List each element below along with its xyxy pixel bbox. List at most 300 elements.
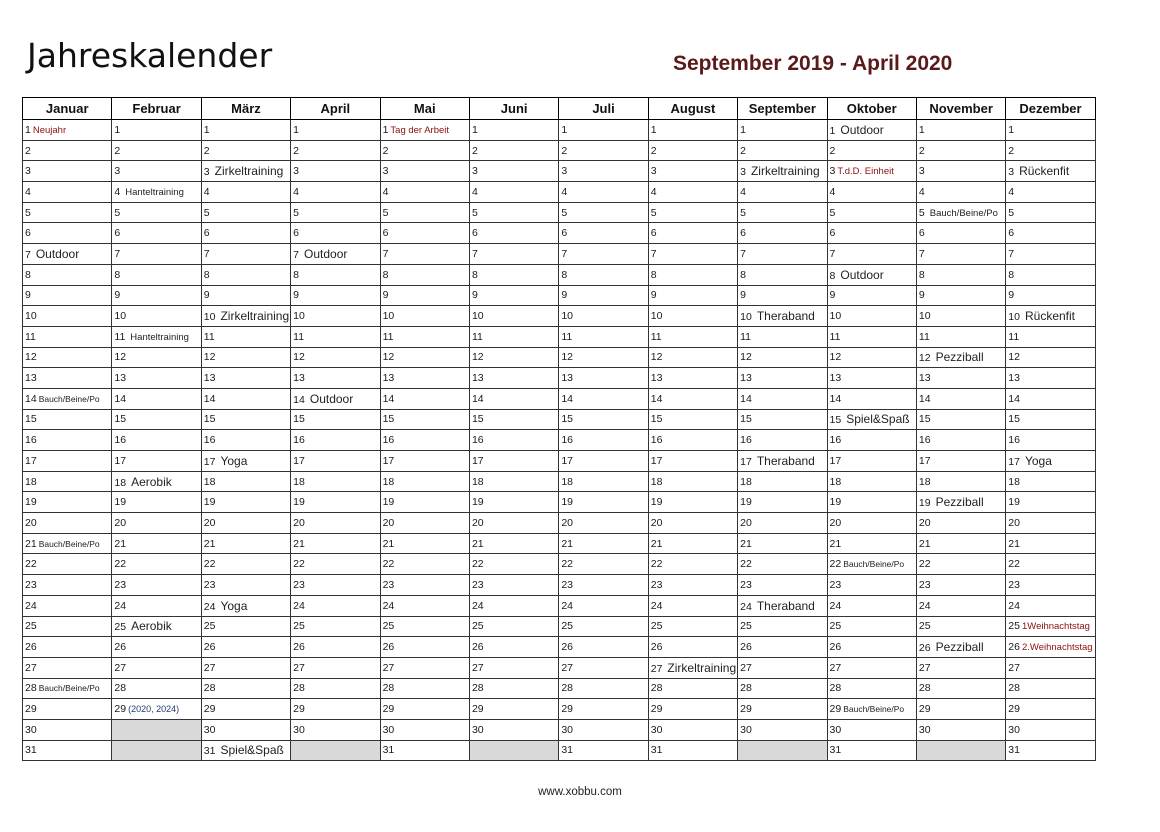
day-number: 29 [293,703,305,716]
day-number: 8 [114,268,121,281]
day-number: 9 [918,289,925,302]
day-number: 2 [293,144,300,157]
day-cell [648,678,737,699]
day-number: 18 [114,476,127,489]
day-number: 15 [471,413,484,426]
day-cell [23,616,112,637]
day-cell [738,575,827,596]
day-number: 17 [25,454,37,467]
day-cell [827,264,916,285]
day-number: 2 [918,144,925,157]
day-cell [916,451,1005,472]
event-label: Outdoor [840,267,884,282]
day-number: 7 [918,247,925,260]
day-cell [23,306,112,327]
day-cell [112,657,201,678]
day-cell [469,388,558,409]
day-number: 27 [740,661,752,674]
day-number: 14 [293,393,305,406]
day-number: 25 [382,620,395,633]
day-cell [380,637,469,658]
day-number: 14 [740,392,752,405]
day-number: 8 [471,268,478,281]
day-number: 6 [114,227,121,240]
footer-website: www.xobbu.com [538,786,622,798]
day-cell [648,244,737,265]
day-cell [827,306,916,327]
event-label: Outdoor [35,246,80,261]
day-number: 29 [829,703,842,716]
day-number: 14 [829,392,842,405]
day-number: 19 [1008,496,1020,509]
event-label: Zirkeltraining [214,164,284,179]
event-label: Theraband [756,453,815,468]
day-number: 27 [471,661,484,674]
day-cell [469,430,558,451]
day-cell [827,513,916,534]
day-number: 3 [918,165,925,178]
event-label: Pezziball [935,350,984,365]
day-cell [738,451,827,472]
day-cell [827,492,916,513]
event-label: Bauch/Beine/Po [38,538,100,549]
day-number: 19 [471,496,484,509]
day-cell [738,430,827,451]
day-cell [291,657,380,678]
day-cell [559,471,648,492]
day-number: 15 [740,413,752,426]
day-number: 26 [114,641,127,654]
day-cell [559,368,648,389]
day-number: 11 [829,330,841,343]
day-cell [559,430,648,451]
day-number: 14 [918,392,931,405]
day-number: 10 [650,310,663,323]
day-number: 29 [1008,703,1020,716]
day-cell [380,140,469,161]
day-cell [738,368,827,389]
day-number: 28 [650,682,663,695]
day-cell [648,388,737,409]
day-cell [1006,430,1095,451]
day-cell [827,368,916,389]
day-number: 4 [203,185,210,198]
day-cell [201,595,290,616]
event-label: Outdoor [309,391,354,406]
day-number: 8 [561,268,568,281]
day-number: 3 [293,165,300,178]
day-cell [827,616,916,637]
event-label: Pezziball [935,640,984,655]
day-cell [23,140,112,161]
day-number: 24 [829,599,842,612]
day-row [23,699,1096,720]
day-cell [559,202,648,223]
day-cell [112,575,201,596]
day-cell [827,161,916,182]
day-number: 24 [114,599,127,612]
day-cell [291,699,380,720]
holiday-label: Neujahr [32,124,67,136]
day-number: 12 [114,351,127,364]
day-cell [1006,637,1095,658]
day-number: 19 [293,496,305,509]
day-cell [291,368,380,389]
day-number: 17 [471,454,484,467]
day-cell [380,182,469,203]
day-cell [469,575,558,596]
day-number: 23 [114,578,127,591]
day-cell [380,740,469,761]
day-cell [380,306,469,327]
day-cell [648,740,737,761]
day-cell [916,120,1005,141]
day-number: 22 [561,558,574,571]
day-cell [916,223,1005,244]
day-number: 23 [561,578,574,591]
day-cell [916,306,1005,327]
day-cell [648,326,737,347]
day-cell [380,513,469,534]
day-cell [469,326,558,347]
day-number: 26 [471,641,484,654]
day-number: 3 [1008,166,1015,179]
day-number: 5 [382,206,389,219]
day-number: 22 [650,558,663,571]
day-cell [112,140,201,161]
day-number: 23 [918,578,931,591]
day-number: 13 [561,372,574,385]
day-number: 31 [1008,744,1020,757]
day-cell [380,699,469,720]
day-number: 22 [918,558,931,571]
day-number: 5 [114,206,121,219]
day-number: 31 [829,744,842,757]
day-number: 5 [829,206,836,219]
day-cell [916,285,1005,306]
day-cell [23,657,112,678]
day-number: 8 [740,268,746,281]
day-number: 26 [203,641,216,654]
day-cell [291,306,380,327]
day-number: 16 [561,434,574,447]
day-number: 14 [203,392,216,405]
day-cell [380,202,469,223]
day-number: 23 [203,578,216,591]
day-number: 19 [918,497,931,510]
day-cell [23,161,112,182]
day-number: 21 [918,537,931,550]
day-number: 14 [471,392,484,405]
day-number: 17 [650,454,663,467]
day-number: 3 [740,166,746,179]
day-cell [1006,223,1095,244]
day-cell [23,120,112,141]
day-number: 2 [203,144,210,157]
day-number: 31 [203,745,216,758]
day-number: 27 [829,661,842,674]
day-cell [559,575,648,596]
day-cell [201,161,290,182]
day-number: 7 [203,247,210,260]
day-cell [112,223,201,244]
month-header: November [916,98,1005,120]
day-cell [1006,616,1095,637]
day-number: 1 [382,123,389,136]
day-cell [1006,264,1095,285]
day-number: 16 [382,434,395,447]
day-cell [827,678,916,699]
day-cell [380,678,469,699]
day-number: 19 [829,496,842,509]
day-cell [469,637,558,658]
day-cell [469,347,558,368]
day-number: 10 [561,310,574,323]
day-number: 28 [382,682,395,695]
day-cell [648,513,737,534]
day-number: 6 [1008,227,1015,240]
event-label: Outdoor [840,122,884,137]
day-number: 14 [1008,392,1020,405]
day-number: 3 [25,165,31,178]
day-cell [738,637,827,658]
event-label: Yoga [220,598,248,613]
day-cell [201,409,290,430]
month-header: Juli [559,98,648,120]
day-number: 16 [650,434,663,447]
day-number: 4 [740,185,746,198]
day-number: 11 [918,330,930,343]
day-cell [469,719,558,740]
event-label: Outdoor [304,246,348,261]
day-cell [738,554,827,575]
day-number: 16 [471,434,484,447]
day-cell [291,451,380,472]
day-cell [916,637,1005,658]
day-cell [112,285,201,306]
day-cell [648,595,737,616]
day-cell [559,347,648,368]
day-cell [559,740,648,761]
day-number: 27 [293,661,305,674]
day-number: 6 [25,227,31,240]
day-number: 28 [740,682,752,695]
day-cell [827,120,916,141]
day-cell [648,368,737,389]
day-number: 9 [829,289,836,302]
day-number: 30 [25,723,37,736]
event-label: Zirkeltraining [220,309,290,324]
day-cell [380,533,469,554]
day-number: 7 [114,247,121,260]
day-number: 2 [382,144,389,157]
day-number: 24 [1008,599,1020,612]
day-number: 23 [293,578,305,591]
day-cell [469,678,558,699]
day-cell [112,595,201,616]
day-cell [112,306,201,327]
day-number: 24 [918,599,931,612]
day-number: 19 [650,496,663,509]
day-number: 28 [829,682,842,695]
day-number: 22 [382,558,395,571]
day-number: 24 [561,599,574,612]
day-row [23,306,1096,327]
day-number: 13 [740,372,752,385]
day-cell [1006,409,1095,430]
day-cell [469,306,558,327]
event-label: Yoga [220,453,248,468]
day-cell [291,471,380,492]
day-cell [201,719,290,740]
day-cell [1006,451,1095,472]
day-number: 23 [650,578,663,591]
day-cell [23,368,112,389]
day-number: 12 [1008,351,1020,364]
day-number: 21 [471,537,484,550]
day-number: 31 [25,744,37,757]
day-number: 27 [382,661,395,674]
day-number: 4 [829,185,836,198]
day-cell [291,140,380,161]
day-cell [648,140,737,161]
event-label: Zirkeltraining [750,164,820,179]
day-number: 1 [829,124,836,137]
day-row [23,326,1096,347]
day-number: 17 [203,455,216,468]
day-number: 26 [650,641,663,654]
day-cell [23,223,112,244]
day-number: 7 [650,247,657,260]
day-cell [291,719,380,740]
day-cell [916,388,1005,409]
day-cell [112,120,201,141]
day-cell [201,326,290,347]
day-number: 8 [25,268,31,281]
day-cell [827,533,916,554]
day-cell [916,244,1005,265]
day-cell [23,554,112,575]
day-number: 7 [1008,247,1015,260]
day-cell [1006,140,1095,161]
calendar-table [22,97,1096,761]
day-number: 22 [471,558,484,571]
day-number: 21 [650,537,663,550]
day-number: 25 [471,620,484,633]
day-number: 30 [561,723,574,736]
day-cell [201,513,290,534]
day-number: 4 [1008,185,1015,198]
day-number: 11 [382,330,394,343]
day-number: 30 [1008,723,1020,736]
day-number: 10 [740,311,752,324]
day-cell [380,120,469,141]
day-number: 16 [293,434,305,447]
day-cell [291,533,380,554]
day-cell [559,388,648,409]
day-cell [648,719,737,740]
event-label: Spiel&Spaß [220,743,284,758]
day-number: 10 [918,310,931,323]
day-cell [648,637,737,658]
day-cell [738,285,827,306]
day-number: 22 [1008,558,1020,571]
day-row [23,740,1096,761]
day-cell [23,740,112,761]
day-number: 25 [561,620,574,633]
day-number: 9 [1008,289,1015,302]
day-number: 15 [114,413,127,426]
day-cell [738,161,827,182]
day-number: 21 [203,537,216,550]
day-number: 1 [203,123,210,136]
day-number: 17 [561,454,574,467]
day-cell [291,575,380,596]
event-label: Theraband [756,309,815,324]
day-cell [916,326,1005,347]
day-number: 20 [829,516,842,529]
day-cell [827,285,916,306]
day-cell [738,388,827,409]
day-cell [648,575,737,596]
day-cell [112,326,201,347]
day-cell [1006,347,1095,368]
day-row [23,368,1096,389]
day-number: 23 [382,578,395,591]
day-cell [112,471,201,492]
empty-day-cell [291,740,380,761]
day-number: 16 [25,434,37,447]
day-cell [827,223,916,244]
day-number: 6 [650,227,657,240]
day-number: 1 [114,123,121,136]
day-cell [201,140,290,161]
day-number: 25 [740,620,752,633]
day-number: 12 [203,351,216,364]
day-number: 20 [293,516,305,529]
day-number: 13 [293,372,305,385]
day-number: 16 [740,434,752,447]
day-number: 9 [114,289,121,302]
day-row [23,616,1096,637]
day-number: 15 [561,413,574,426]
day-cell [201,244,290,265]
day-number: 29 [114,703,127,716]
day-cell [23,471,112,492]
day-number: 11 [293,330,305,343]
day-cell [201,575,290,596]
month-header: September [738,98,827,120]
day-number: 21 [561,537,574,550]
day-cell [916,678,1005,699]
day-cell [738,347,827,368]
day-number: 24 [203,600,216,613]
day-cell [559,326,648,347]
day-cell [380,616,469,637]
day-cell [916,471,1005,492]
day-cell [1006,657,1095,678]
day-cell [1006,182,1095,203]
day-cell [291,182,380,203]
day-row [23,161,1096,182]
day-cell [827,740,916,761]
day-cell [916,161,1005,182]
day-number: 20 [650,516,663,529]
day-cell [1006,120,1095,141]
day-number: 17 [829,454,842,467]
day-number: 9 [740,289,746,302]
day-number: 28 [203,682,216,695]
